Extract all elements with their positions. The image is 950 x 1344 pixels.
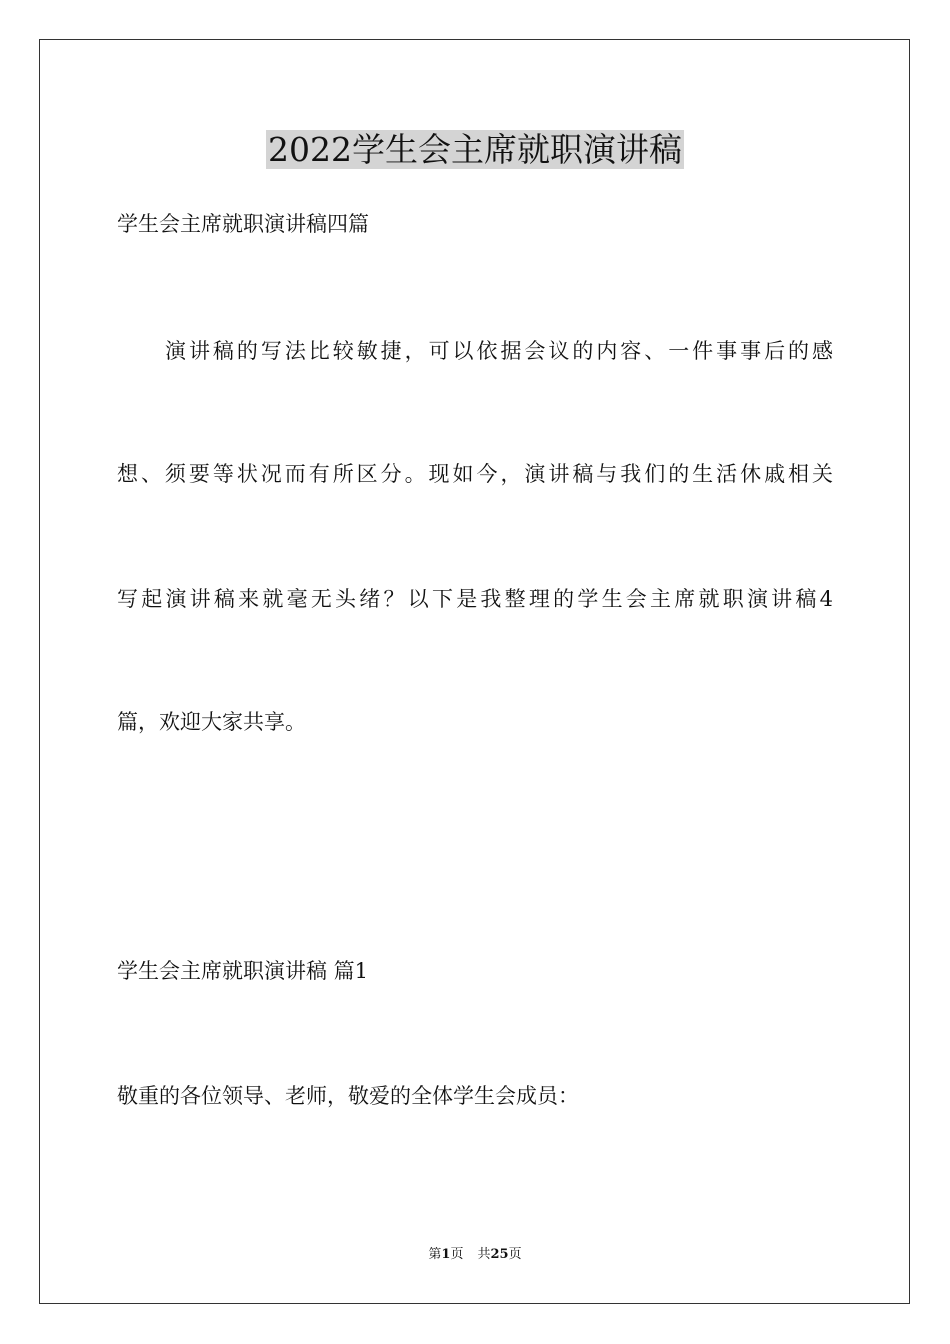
footer-total-prefix: 共 xyxy=(477,1247,491,1262)
footer-page-total: 25 xyxy=(490,1247,509,1262)
footer-page-unit: 页 xyxy=(450,1247,464,1262)
document-subtitle: 学生会主席就职演讲稿四篇 xyxy=(117,212,369,236)
intro-line-4: 篇，欢迎大家共享。 xyxy=(117,710,306,734)
salutation: 敬重的各位领导、老师，敬爱的全体学生会成员： xyxy=(117,1084,579,1108)
page-footer xyxy=(0,1246,950,1264)
intro-line-3: 写起演讲稿来就毫无头绪？以下是我整理的学生会主席就职演讲稿4 xyxy=(117,587,833,611)
footer-page-prefix: 第 xyxy=(428,1247,442,1262)
intro-line-2: 想、须要等状况而有所区分。现如今，演讲稿与我们的生活休戚相关 xyxy=(117,462,833,486)
document-title-text: 2022学生会主席就职演讲稿 xyxy=(268,130,682,169)
document-title xyxy=(0,128,950,172)
intro-line-1: 演讲稿的写法比较敏捷，可以依据会议的内容、一件事事后的感 xyxy=(165,339,833,363)
footer-total-unit: 页 xyxy=(508,1247,522,1262)
footer-page-current: 1 xyxy=(441,1247,451,1262)
section-heading: 学生会主席就职演讲稿 篇1 xyxy=(117,959,369,983)
